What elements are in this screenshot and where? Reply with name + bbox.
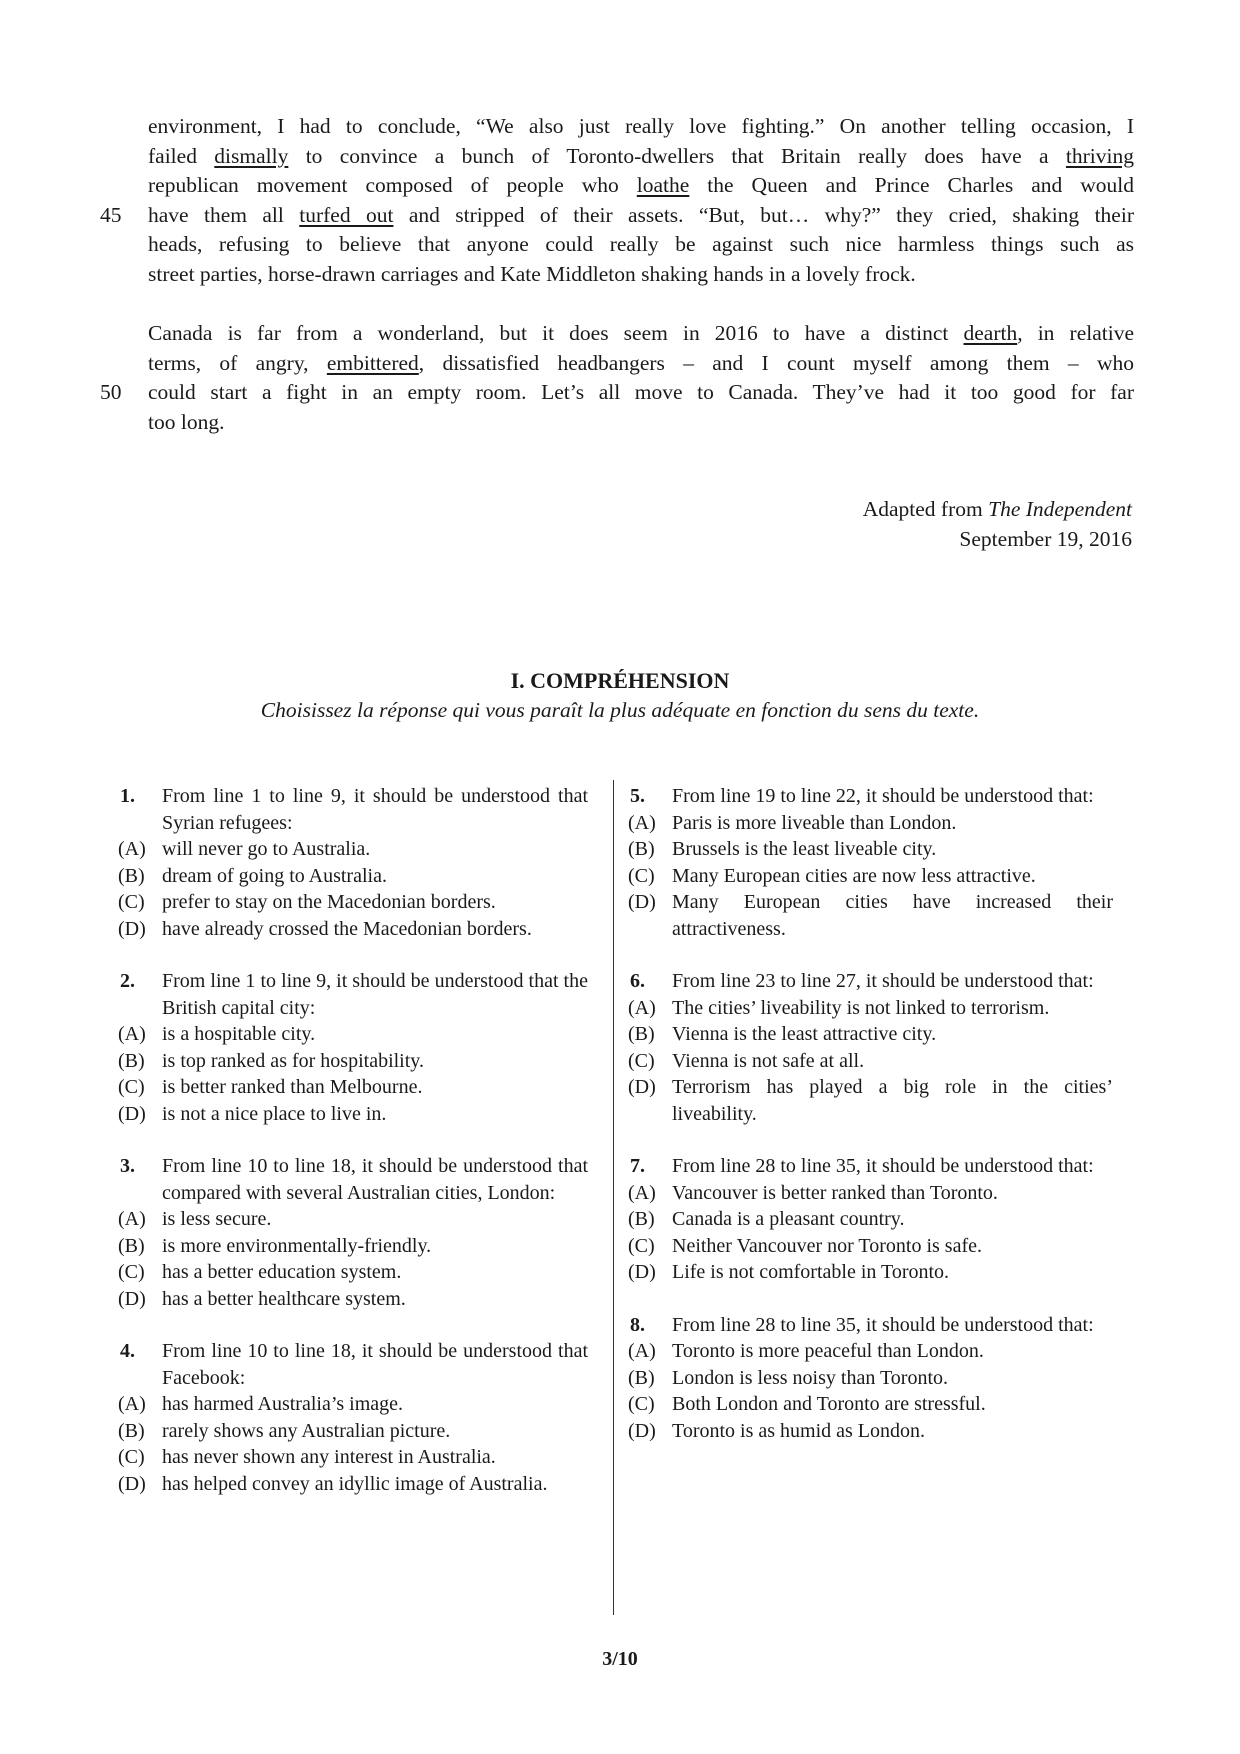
option-letter: (D) (628, 1076, 656, 1098)
option-text: is a hospitable city. (162, 1023, 316, 1045)
option-letter: (A) (628, 811, 656, 834)
answer-option (118, 1101, 588, 1128)
underlined-word: dearth (963, 321, 1018, 345)
option-letter: (D) (628, 1419, 656, 1442)
column-divider (613, 780, 614, 1615)
answer-option (118, 1233, 588, 1260)
option-text: Toronto is as humid as London. (672, 1419, 926, 1442)
answer-option (628, 810, 1113, 837)
answer-option (628, 1048, 1113, 1075)
answer-option (628, 1233, 1113, 1260)
line-number: 45 (100, 202, 122, 227)
page-number: 3/10 (602, 1648, 638, 1670)
option-letter: (A) (628, 1181, 656, 1204)
option-text: Brussels is the least liveable city. (672, 838, 937, 860)
question-stem (118, 968, 588, 1021)
option-text: Vancouver is better ranked than Toronto. (672, 1181, 998, 1204)
source-line (863, 495, 1132, 525)
option-letter: (B) (628, 1366, 655, 1389)
option-text: will never go to Australia. (162, 838, 371, 860)
option-letter: (D) (118, 917, 146, 940)
option-letter: (D) (118, 1102, 146, 1125)
question-text: From line 1 to line 9, it should be understood that the British capital city: (162, 970, 588, 1019)
passage-line: terms, of angry, embittered, dissatisfied headbangers – and I count myself among them – who (148, 350, 1134, 375)
option-letter: (B) (118, 1419, 145, 1442)
option-letter: (C) (118, 1261, 145, 1283)
option-text: dream of going to Australia. (162, 864, 387, 887)
questions-left-column (118, 783, 588, 1523)
answer-option (118, 1418, 588, 1445)
question-number: 8. (630, 1313, 645, 1336)
question-stem (628, 968, 1113, 995)
option-text: is better ranked than Melbourne. (162, 1076, 423, 1098)
option-text: is more environmentally-friendly. (162, 1234, 432, 1257)
question-stem (118, 1338, 588, 1391)
answer-option (628, 1074, 1113, 1127)
answer-option (628, 1338, 1113, 1365)
question-number: 3. (120, 1155, 135, 1177)
option-letter: (B) (118, 1234, 145, 1257)
section-title: I. COMPRÉHENSION (510, 668, 730, 693)
passage-line: republican movement composed of people who loathe the Queen and Prince Charles and would (148, 173, 1134, 197)
option-letter: (C) (118, 891, 145, 913)
answer-option (118, 889, 588, 916)
option-letter: (A) (118, 1208, 146, 1230)
passage-line: street parties, horse-drawn carriages and Kate Middleton shaking hands in a lovely frock. (148, 261, 916, 286)
option-letter: (D) (628, 1261, 656, 1283)
answer-option (118, 1259, 588, 1286)
answer-option (628, 1391, 1113, 1418)
option-text: rarely shows any Australian picture. (162, 1419, 451, 1442)
option-letter: (A) (118, 1393, 146, 1415)
question-stem (628, 1153, 1113, 1180)
question-text: From line 28 to line 35, it should be understood that: (672, 1313, 1094, 1336)
option-letter: (D) (118, 1472, 146, 1495)
question-item (628, 968, 1113, 1127)
passage-line: could start a fight in an empty room. Let’s all move to Canada. They’ve had it too good for far (148, 380, 1134, 404)
option-text: Many European cities are now less attractive. (672, 864, 1036, 887)
option-letter: (A) (118, 838, 146, 860)
question-text: From line 1 to line 9, it should be understood that Syrian refugees: (162, 785, 588, 834)
option-letter: (B) (628, 838, 655, 860)
passage-line: Canada is far from a wonderland, but it does seem in 2016 to have a distinct dearth, in relative (148, 321, 1134, 345)
passage-line: environment, I had to conclude, “We also just really love fighting.” On another telling occasion, I (148, 114, 1134, 138)
passage-text (100, 112, 1135, 437)
line-number: 50 (100, 380, 122, 404)
answer-option (118, 916, 588, 943)
question-item (118, 968, 588, 1127)
question-text: From line 10 to line 18, it should be understood that Facebook: (162, 1340, 588, 1389)
answer-option (628, 1021, 1113, 1048)
answer-option (118, 1206, 588, 1233)
answer-option (118, 836, 588, 863)
answer-option (628, 1418, 1113, 1445)
underlined-word: embittered (326, 350, 419, 375)
option-text: has a better education system. (162, 1261, 402, 1283)
source-publication: The Independent (988, 497, 1132, 521)
option-text: Vienna is the least attractive city. (672, 1023, 937, 1045)
answer-option (628, 995, 1113, 1022)
source-prefix: Adapted from (862, 497, 989, 521)
answer-option (118, 863, 588, 890)
option-text: Canada is a pleasant country. (672, 1208, 905, 1230)
answer-option (628, 1180, 1113, 1207)
source-date: September 19, 2016 (959, 526, 1132, 551)
option-text: The cities’ liveability is not linked to terrorism. (672, 996, 1050, 1019)
underlined-word: turfed out (299, 202, 394, 227)
question-stem (628, 1312, 1113, 1339)
question-stem (118, 1153, 588, 1206)
answer-option (118, 1471, 588, 1498)
passage-paragraph (100, 112, 1135, 289)
option-letter: (C) (628, 1234, 655, 1257)
answer-option (628, 1365, 1113, 1392)
answer-option (628, 836, 1113, 863)
option-text: has a better healthcare system. (162, 1287, 406, 1310)
questions-right-column (628, 783, 1113, 1470)
option-letter: (C) (628, 1393, 655, 1415)
question-item (118, 783, 588, 942)
answer-option (628, 1206, 1113, 1233)
option-letter: (C) (628, 864, 655, 887)
option-text: Toronto is more peaceful than London. (672, 1340, 984, 1362)
option-letter: (C) (118, 1446, 145, 1468)
question-text: From line 28 to line 35, it should be understood that: (672, 1155, 1094, 1177)
option-letter: (D) (118, 1287, 146, 1310)
underlined-word: thriving (1065, 143, 1135, 168)
option-letter: (B) (628, 1208, 655, 1230)
question-number: 6. (630, 970, 645, 992)
answer-option (118, 1286, 588, 1313)
option-text: have already crossed the Macedonian borders. (162, 917, 532, 940)
option-letter: (D) (628, 891, 656, 913)
answer-option (118, 1021, 588, 1048)
question-number: 2. (120, 970, 135, 992)
answer-option (628, 889, 1113, 942)
option-text: Vienna is not safe at all. (672, 1049, 865, 1072)
question-number: 4. (120, 1340, 135, 1362)
question-text: From line 19 to line 22, it should be understood that: (672, 785, 1094, 807)
option-text: Terrorism has played a big role in the cities’ liveability. (672, 1076, 1113, 1125)
question-number: 7. (630, 1155, 645, 1177)
answer-option (118, 1048, 588, 1075)
option-text: Paris is more liveable than London. (672, 811, 957, 834)
answer-option (628, 1259, 1113, 1286)
question-text: From line 10 to line 18, it should be understood that compared with several Australian cities, London: (162, 1155, 588, 1204)
question-item (118, 1153, 588, 1312)
answer-option (118, 1074, 588, 1101)
underlined-word: loathe (636, 173, 690, 197)
question-item (118, 1338, 588, 1497)
passage-line: heads, refusing to believe that anyone could really be against such nice harmless things such as (148, 232, 1134, 256)
option-text: is not a nice place to live in. (162, 1102, 387, 1125)
question-number: 5. (630, 785, 645, 807)
option-text: has helped convey an idyllic image of Australia. (162, 1472, 548, 1495)
option-text: Many European cities have increased their attractiveness. (672, 891, 1113, 940)
question-text: From line 23 to line 27, it should be understood that: (672, 970, 1094, 992)
passage-line: have them all turfed out and stripped of their assets. “But, but… why?” they cried, shaking their (148, 202, 1134, 227)
answer-option (118, 1444, 588, 1471)
passage-line: failed dismally to convince a bunch of Toronto-dwellers that Britain really does have a thriving (148, 143, 1135, 168)
source-citation (863, 495, 1132, 554)
option-text: prefer to stay on the Macedonian borders. (162, 891, 496, 913)
option-text: London is less noisy than Toronto. (672, 1366, 949, 1389)
question-item (628, 783, 1113, 942)
option-text: Both London and Toronto are stressful. (672, 1393, 986, 1415)
option-letter: (B) (628, 1023, 655, 1045)
option-text: Life is not comfortable in Toronto. (672, 1261, 950, 1283)
question-item (628, 1153, 1113, 1286)
question-item (628, 1312, 1113, 1445)
option-text: has never shown any interest in Australia. (162, 1446, 496, 1468)
option-text: Neither Vancouver nor Toronto is safe. (672, 1234, 982, 1257)
option-letter: (A) (628, 1340, 656, 1362)
passage-line: too long. (148, 409, 225, 434)
answer-option (628, 863, 1113, 890)
option-text: has harmed Australia’s image. (162, 1393, 404, 1415)
answer-option (118, 1391, 588, 1418)
option-letter: (B) (118, 1049, 145, 1072)
section-instructions: Choisissez la réponse qui vous paraît la plus adéquate en fonction du sens du texte. (260, 698, 980, 722)
option-letter: (C) (118, 1076, 145, 1098)
passage-paragraph (100, 319, 1134, 437)
option-letter: (B) (118, 864, 145, 887)
option-letter: (A) (628, 996, 656, 1019)
question-stem (118, 783, 588, 836)
question-number: 1. (120, 785, 135, 807)
option-text: is less secure. (162, 1208, 272, 1230)
option-letter: (A) (118, 1023, 146, 1045)
question-stem (628, 783, 1113, 810)
option-text: is top ranked as for hospitability. (162, 1049, 424, 1072)
underlined-word: dismally (214, 143, 289, 168)
option-letter: (C) (628, 1049, 655, 1072)
